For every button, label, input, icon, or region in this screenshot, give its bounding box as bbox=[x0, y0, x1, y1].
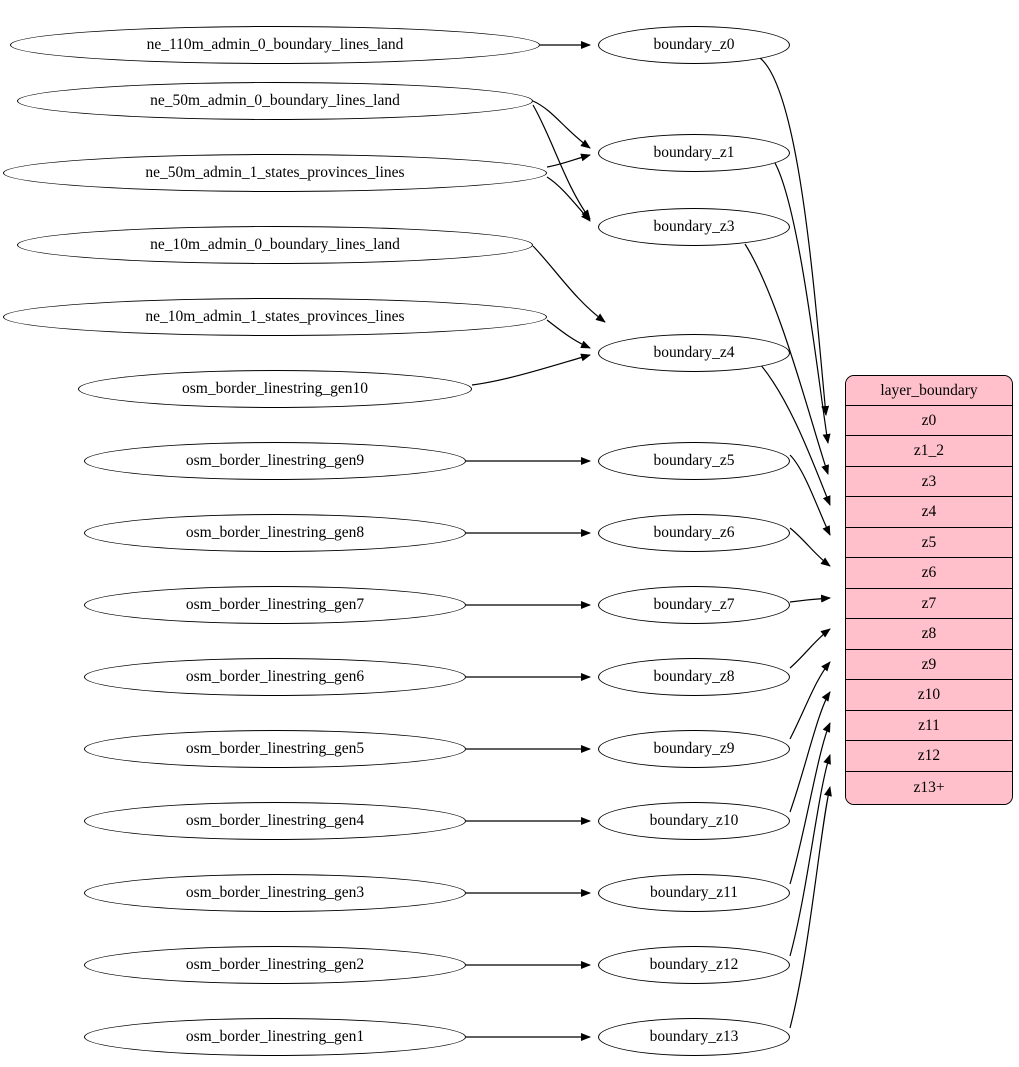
node-source[interactable] bbox=[84, 730, 466, 768]
node-label: ne_10m_admin_0_boundary_lines_land bbox=[150, 236, 400, 253]
node-label: boundary_z3 bbox=[653, 218, 735, 235]
record-row-z4[interactable]: z4 bbox=[846, 497, 1012, 528]
node-source[interactable] bbox=[84, 802, 466, 840]
node-label: osm_border_linestring_gen1 bbox=[185, 1028, 365, 1045]
node-label: ne_50m_admin_0_boundary_lines_land bbox=[150, 92, 400, 109]
node-boundary[interactable] bbox=[598, 1018, 790, 1056]
node-label: boundary_z4 bbox=[653, 344, 735, 361]
node-source[interactable] bbox=[84, 442, 466, 480]
node-boundary[interactable] bbox=[598, 442, 790, 480]
node-source[interactable] bbox=[84, 1018, 466, 1056]
node-label: ne_50m_admin_1_states_provinces_lines bbox=[145, 164, 405, 181]
node-label: boundary_z5 bbox=[653, 452, 735, 469]
node-label: osm_border_linestring_gen3 bbox=[185, 884, 365, 901]
node-label: boundary_z8 bbox=[653, 668, 735, 685]
node-label: boundary_z10 bbox=[649, 812, 739, 829]
node-boundary[interactable] bbox=[598, 514, 790, 552]
node-source[interactable] bbox=[10, 26, 540, 64]
node-label: osm_border_linestring_gen8 bbox=[185, 524, 365, 541]
node-label: boundary_z1 bbox=[653, 144, 735, 161]
node-label: boundary_z12 bbox=[649, 956, 739, 973]
node-boundary[interactable] bbox=[598, 730, 790, 768]
node-source[interactable] bbox=[84, 586, 466, 624]
node-label: osm_border_linestring_gen4 bbox=[185, 812, 365, 829]
node-boundary[interactable] bbox=[598, 26, 790, 64]
node-source[interactable] bbox=[84, 514, 466, 552]
node-label: boundary_z9 bbox=[653, 740, 735, 757]
node-source[interactable] bbox=[17, 226, 533, 264]
record-row-z13plus[interactable]: z13+ bbox=[846, 772, 1012, 804]
record-row-z10[interactable]: z10 bbox=[846, 680, 1012, 711]
node-source[interactable] bbox=[3, 298, 547, 336]
node-source[interactable] bbox=[17, 82, 533, 120]
node-boundary[interactable] bbox=[598, 586, 790, 624]
record-row-z11[interactable]: z11 bbox=[846, 711, 1012, 741]
record-row-z0[interactable]: z0 bbox=[846, 406, 1012, 436]
node-label: osm_border_linestring_gen2 bbox=[185, 956, 365, 973]
node-source[interactable] bbox=[84, 874, 466, 912]
node-boundary[interactable] bbox=[598, 874, 790, 912]
record-row-z9[interactable]: z9 bbox=[846, 650, 1012, 680]
record-row-z1_2[interactable]: z1_2 bbox=[846, 436, 1012, 467]
node-label: boundary_z7 bbox=[653, 596, 735, 613]
node-label: ne_110m_admin_0_boundary_lines_land bbox=[146, 36, 404, 53]
record-row-z7[interactable]: z7 bbox=[846, 589, 1012, 619]
record-row-z3[interactable]: z3 bbox=[846, 467, 1012, 497]
node-boundary[interactable] bbox=[598, 658, 790, 696]
node-label: osm_border_linestring_gen7 bbox=[185, 596, 365, 613]
node-label: boundary_z13 bbox=[649, 1028, 739, 1045]
node-label: boundary_z6 bbox=[653, 524, 735, 541]
node-boundary[interactable] bbox=[598, 334, 790, 372]
record-row-z5[interactable]: z5 bbox=[846, 528, 1012, 558]
node-source[interactable] bbox=[78, 370, 472, 408]
record-title: layer_boundary bbox=[846, 376, 1012, 406]
node-label: boundary_z11 bbox=[649, 884, 739, 901]
record-row-z12[interactable]: z12 bbox=[846, 741, 1012, 772]
record-layer-boundary[interactable] bbox=[845, 375, 1013, 805]
node-label: osm_border_linestring_gen10 bbox=[182, 380, 368, 397]
node-boundary[interactable] bbox=[598, 208, 790, 246]
node-label: osm_border_linestring_gen5 bbox=[185, 740, 365, 757]
node-label: ne_10m_admin_1_states_provinces_lines bbox=[145, 308, 405, 325]
node-boundary[interactable] bbox=[598, 134, 790, 172]
node-label: osm_border_linestring_gen9 bbox=[185, 452, 365, 469]
node-source[interactable] bbox=[84, 946, 466, 984]
node-boundary[interactable] bbox=[598, 946, 790, 984]
node-boundary[interactable] bbox=[598, 802, 790, 840]
record-row-z8[interactable]: z8 bbox=[846, 619, 1012, 650]
node-source[interactable] bbox=[84, 658, 466, 696]
node-label: osm_border_linestring_gen6 bbox=[185, 668, 365, 685]
record-row-z6[interactable]: z6 bbox=[846, 558, 1012, 589]
node-source[interactable] bbox=[3, 154, 547, 192]
node-label: boundary_z0 bbox=[653, 36, 735, 53]
